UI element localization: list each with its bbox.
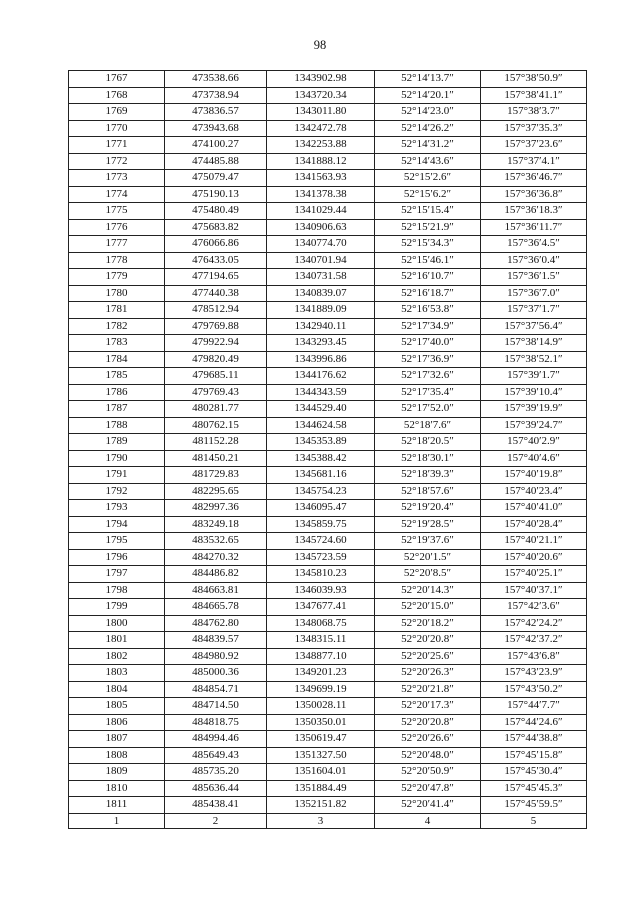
- y-coordinate-cell: 1350028.11: [267, 698, 375, 715]
- table-row: [69, 318, 587, 335]
- longitude-cell: 157°39′10.4″: [481, 384, 587, 401]
- longitude-cell: 157°42′37.2″: [481, 632, 587, 649]
- y-coordinate-cell: 1349699.19: [267, 681, 375, 698]
- point-number-cell: 1805: [69, 698, 165, 715]
- table-row: [69, 483, 587, 500]
- table-row: [69, 137, 587, 154]
- point-number-cell: 1796: [69, 549, 165, 566]
- latitude-cell: 52°20′14.3″: [375, 582, 481, 599]
- y-coordinate-cell: 1348315.11: [267, 632, 375, 649]
- y-coordinate-cell: 1348877.10: [267, 648, 375, 665]
- y-coordinate-cell: 1345754.23: [267, 483, 375, 500]
- table-body: [69, 71, 587, 829]
- table-row: [69, 797, 587, 814]
- latitude-cell: 52°16′53.8″: [375, 302, 481, 319]
- latitude-cell: 52°14′13.7″: [375, 71, 481, 88]
- point-number-cell: 1782: [69, 318, 165, 335]
- y-coordinate-cell: 1344343.59: [267, 384, 375, 401]
- latitude-cell: 52°20′50.9″: [375, 764, 481, 781]
- latitude-cell: 52°18′39.3″: [375, 467, 481, 484]
- longitude-cell: 157°40′19.8″: [481, 467, 587, 484]
- y-coordinate-cell: 1344624.58: [267, 417, 375, 434]
- latitude-cell: 52°17′35.4″: [375, 384, 481, 401]
- point-number-cell: 1785: [69, 368, 165, 385]
- y-coordinate-cell: 1340774.70: [267, 236, 375, 253]
- longitude-cell: 157°37′1.7″: [481, 302, 587, 319]
- table-row: [69, 599, 587, 616]
- x-coordinate-cell: 474100.27: [165, 137, 267, 154]
- longitude-cell: 157°40′20.6″: [481, 549, 587, 566]
- table-row: [69, 285, 587, 302]
- longitude-cell: 157°37′35.3″: [481, 120, 587, 137]
- x-coordinate-cell: 479769.43: [165, 384, 267, 401]
- latitude-cell: 52°14′43.6″: [375, 153, 481, 170]
- latitude-cell: 52°20′26.3″: [375, 665, 481, 682]
- x-coordinate-cell: 481152.28: [165, 434, 267, 451]
- latitude-cell: 52°20′8.5″: [375, 566, 481, 583]
- point-number-cell: 1790: [69, 450, 165, 467]
- y-coordinate-cell: 1351327.50: [267, 747, 375, 764]
- table-row: [69, 335, 587, 352]
- x-coordinate-cell: 484665.78: [165, 599, 267, 616]
- longitude-cell: 157°40′21.1″: [481, 533, 587, 550]
- latitude-cell: 52°15′34.3″: [375, 236, 481, 253]
- x-coordinate-cell: 474485.88: [165, 153, 267, 170]
- latitude-cell: 52°18′30.1″: [375, 450, 481, 467]
- latitude-cell: 52°18′57.6″: [375, 483, 481, 500]
- point-number-cell: 1789: [69, 434, 165, 451]
- table-row: [69, 269, 587, 286]
- point-number-cell: 1791: [69, 467, 165, 484]
- point-number-cell: 1793: [69, 500, 165, 517]
- point-number-cell: 1808: [69, 747, 165, 764]
- point-number-cell: 1803: [69, 665, 165, 682]
- y-coordinate-cell: 1343293.45: [267, 335, 375, 352]
- y-coordinate-cell: 1343720.34: [267, 87, 375, 104]
- y-coordinate-cell: 1340701.94: [267, 252, 375, 269]
- table-row: [69, 450, 587, 467]
- y-coordinate-cell: 1344529.40: [267, 401, 375, 418]
- longitude-cell: 157°36′36.8″: [481, 186, 587, 203]
- point-number-cell: 1802: [69, 648, 165, 665]
- point-number-cell: 1774: [69, 186, 165, 203]
- table-row: [69, 252, 587, 269]
- point-number-cell: 1792: [69, 483, 165, 500]
- x-coordinate-cell: 482997.36: [165, 500, 267, 517]
- longitude-cell: 157°37′56.4″: [481, 318, 587, 335]
- point-number-cell: 1767: [69, 71, 165, 88]
- y-coordinate-cell: 1347677.41: [267, 599, 375, 616]
- x-coordinate-cell: 481729.83: [165, 467, 267, 484]
- point-number-cell: 1787: [69, 401, 165, 418]
- y-coordinate-cell: 1345388.42: [267, 450, 375, 467]
- latitude-cell: 52°14′31.2″: [375, 137, 481, 154]
- x-coordinate-cell: 485649.43: [165, 747, 267, 764]
- table-row: [69, 764, 587, 781]
- table-row: [69, 236, 587, 253]
- x-coordinate-cell: 473943.68: [165, 120, 267, 137]
- longitude-cell: 157°45′45.3″: [481, 780, 587, 797]
- latitude-cell: 52°19′20.4″: [375, 500, 481, 517]
- table-row: [69, 219, 587, 236]
- table-row: [69, 87, 587, 104]
- y-coordinate-cell: 1341889.09: [267, 302, 375, 319]
- longitude-cell: 157°38′50.9″: [481, 71, 587, 88]
- latitude-cell: 52°17′32.6″: [375, 368, 481, 385]
- point-number-cell: 1780: [69, 285, 165, 302]
- point-number-cell: 1788: [69, 417, 165, 434]
- x-coordinate-cell: 479820.49: [165, 351, 267, 368]
- point-number-cell: 1778: [69, 252, 165, 269]
- table-row: [69, 615, 587, 632]
- latitude-cell: 52°17′40.0″: [375, 335, 481, 352]
- x-coordinate-cell: 473538.66: [165, 71, 267, 88]
- x-coordinate-cell: 485636.44: [165, 780, 267, 797]
- y-coordinate-cell: 1345810.23: [267, 566, 375, 583]
- x-coordinate-cell: 483249.18: [165, 516, 267, 533]
- point-number-cell: 1786: [69, 384, 165, 401]
- x-coordinate-cell: 484486.82: [165, 566, 267, 583]
- longitude-cell: 157°40′37.1″: [481, 582, 587, 599]
- x-coordinate-cell: 484663.81: [165, 582, 267, 599]
- x-coordinate-cell: 475683.82: [165, 219, 267, 236]
- longitude-cell: 157°42′3.6″: [481, 599, 587, 616]
- table-row: [69, 203, 587, 220]
- x-coordinate-cell: 481450.21: [165, 450, 267, 467]
- latitude-cell: 52°19′28.5″: [375, 516, 481, 533]
- longitude-cell: 157°44′38.8″: [481, 731, 587, 748]
- point-number-cell: 1804: [69, 681, 165, 698]
- longitude-cell: 157°43′50.2″: [481, 681, 587, 698]
- latitude-cell: 52°15′2.6″: [375, 170, 481, 187]
- latitude-cell: 52°15′21.9″: [375, 219, 481, 236]
- x-coordinate-cell: 475190.13: [165, 186, 267, 203]
- table-row: [69, 186, 587, 203]
- longitude-cell: 157°39′1.7″: [481, 368, 587, 385]
- point-number-cell: 1771: [69, 137, 165, 154]
- point-number-cell: 1799: [69, 599, 165, 616]
- point-number-cell: 1810: [69, 780, 165, 797]
- longitude-cell: 157°39′19.9″: [481, 401, 587, 418]
- table-row: [69, 516, 587, 533]
- table-row: [69, 384, 587, 401]
- latitude-cell: 52°20′25.6″: [375, 648, 481, 665]
- y-coordinate-cell: 1350619.47: [267, 731, 375, 748]
- y-coordinate-cell: 1348068.75: [267, 615, 375, 632]
- longitude-cell: 157°43′23.9″: [481, 665, 587, 682]
- longitude-cell: 157°40′23.4″: [481, 483, 587, 500]
- latitude-cell: 52°19′37.6″: [375, 533, 481, 550]
- x-coordinate-cell: 479685.11: [165, 368, 267, 385]
- longitude-cell: 157°42′24.2″: [481, 615, 587, 632]
- latitude-cell: 52°20′26.6″: [375, 731, 481, 748]
- point-number-cell: 1809: [69, 764, 165, 781]
- point-number-cell: 1775: [69, 203, 165, 220]
- x-coordinate-cell: 484839.57: [165, 632, 267, 649]
- longitude-cell: 157°36′7.0″: [481, 285, 587, 302]
- latitude-cell: 52°17′52.0″: [375, 401, 481, 418]
- column-number-row: [69, 813, 587, 828]
- x-coordinate-cell: 478512.94: [165, 302, 267, 319]
- y-coordinate-cell: 1345723.59: [267, 549, 375, 566]
- longitude-cell: 157°38′41.1″: [481, 87, 587, 104]
- y-coordinate-cell: 1345681.16: [267, 467, 375, 484]
- table-row: [69, 681, 587, 698]
- x-coordinate-cell: 484818.75: [165, 714, 267, 731]
- x-coordinate-cell: 473738.94: [165, 87, 267, 104]
- x-coordinate-cell: 485735.20: [165, 764, 267, 781]
- latitude-cell: 52°17′34.9″: [375, 318, 481, 335]
- x-coordinate-cell: 484762.80: [165, 615, 267, 632]
- longitude-cell: 157°40′41.0″: [481, 500, 587, 517]
- latitude-cell: 52°14′26.2″: [375, 120, 481, 137]
- table-row: [69, 467, 587, 484]
- longitude-cell: 157°44′7.7″: [481, 698, 587, 715]
- point-number-cell: 1806: [69, 714, 165, 731]
- latitude-cell: 52°20′20.8″: [375, 632, 481, 649]
- latitude-cell: 52°15′46.1″: [375, 252, 481, 269]
- longitude-cell: 157°40′28.4″: [481, 516, 587, 533]
- point-number-cell: 1769: [69, 104, 165, 121]
- y-coordinate-cell: 1342472.78: [267, 120, 375, 137]
- x-coordinate-cell: 476433.05: [165, 252, 267, 269]
- latitude-cell: 52°20′18.2″: [375, 615, 481, 632]
- table-row: [69, 120, 587, 137]
- y-coordinate-cell: 1341888.12: [267, 153, 375, 170]
- y-coordinate-cell: 1351884.49: [267, 780, 375, 797]
- y-coordinate-cell: 1341029.44: [267, 203, 375, 220]
- longitude-cell: 157°38′3.7″: [481, 104, 587, 121]
- x-coordinate-cell: 484714.50: [165, 698, 267, 715]
- column-number-cell: 4: [375, 813, 481, 828]
- y-coordinate-cell: 1346039.93: [267, 582, 375, 599]
- point-number-cell: 1779: [69, 269, 165, 286]
- longitude-cell: 157°36′4.5″: [481, 236, 587, 253]
- table-row: [69, 747, 587, 764]
- x-coordinate-cell: 482295.65: [165, 483, 267, 500]
- x-coordinate-cell: 476066.86: [165, 236, 267, 253]
- x-coordinate-cell: 477194.65: [165, 269, 267, 286]
- y-coordinate-cell: 1340839.07: [267, 285, 375, 302]
- x-coordinate-cell: 485438.41: [165, 797, 267, 814]
- table-row: [69, 351, 587, 368]
- longitude-cell: 157°38′14.9″: [481, 335, 587, 352]
- table-row: [69, 665, 587, 682]
- latitude-cell: 52°20′21.8″: [375, 681, 481, 698]
- table-row: [69, 401, 587, 418]
- x-coordinate-cell: 485000.36: [165, 665, 267, 682]
- x-coordinate-cell: 484854.71: [165, 681, 267, 698]
- point-number-cell: 1811: [69, 797, 165, 814]
- table-row: [69, 71, 587, 88]
- point-number-cell: 1772: [69, 153, 165, 170]
- latitude-cell: 52°14′20.1″: [375, 87, 481, 104]
- table-row: [69, 368, 587, 385]
- y-coordinate-cell: 1349201.23: [267, 665, 375, 682]
- latitude-cell: 52°16′18.7″: [375, 285, 481, 302]
- latitude-cell: 52°20′20.8″: [375, 714, 481, 731]
- y-coordinate-cell: 1351604.01: [267, 764, 375, 781]
- y-coordinate-cell: 1343996.86: [267, 351, 375, 368]
- y-coordinate-cell: 1342253.88: [267, 137, 375, 154]
- y-coordinate-cell: 1350350.01: [267, 714, 375, 731]
- y-coordinate-cell: 1345859.75: [267, 516, 375, 533]
- y-coordinate-cell: 1343902.98: [267, 71, 375, 88]
- x-coordinate-cell: 479769.88: [165, 318, 267, 335]
- latitude-cell: 52°15′6.2″: [375, 186, 481, 203]
- point-number-cell: 1770: [69, 120, 165, 137]
- x-coordinate-cell: 479922.94: [165, 335, 267, 352]
- table-row: [69, 698, 587, 715]
- table-row: [69, 648, 587, 665]
- table-row: [69, 417, 587, 434]
- table-row: [69, 780, 587, 797]
- point-number-cell: 1776: [69, 219, 165, 236]
- x-coordinate-cell: 480281.77: [165, 401, 267, 418]
- column-number-cell: 5: [481, 813, 587, 828]
- table-row: [69, 731, 587, 748]
- latitude-cell: 52°15′15.4″: [375, 203, 481, 220]
- latitude-cell: 52°14′23.0″: [375, 104, 481, 121]
- point-number-cell: 1795: [69, 533, 165, 550]
- longitude-cell: 157°45′15.8″: [481, 747, 587, 764]
- latitude-cell: 52°20′17.3″: [375, 698, 481, 715]
- longitude-cell: 157°45′59.5″: [481, 797, 587, 814]
- longitude-cell: 157°37′23.6″: [481, 137, 587, 154]
- table-row: [69, 566, 587, 583]
- point-number-cell: 1800: [69, 615, 165, 632]
- table-row: [69, 104, 587, 121]
- latitude-cell: 52°17′36.9″: [375, 351, 481, 368]
- table-row: [69, 582, 587, 599]
- table-row: [69, 500, 587, 517]
- longitude-cell: 157°36′18.3″: [481, 203, 587, 220]
- point-number-cell: 1784: [69, 351, 165, 368]
- longitude-cell: 157°44′24.6″: [481, 714, 587, 731]
- point-number-cell: 1773: [69, 170, 165, 187]
- point-number-cell: 1797: [69, 566, 165, 583]
- x-coordinate-cell: 477440.38: [165, 285, 267, 302]
- table-row: [69, 549, 587, 566]
- table-row: [69, 170, 587, 187]
- coordinates-table: [68, 70, 587, 829]
- longitude-cell: 157°43′6.8″: [481, 648, 587, 665]
- y-coordinate-cell: 1343011.80: [267, 104, 375, 121]
- longitude-cell: 157°36′46.7″: [481, 170, 587, 187]
- latitude-cell: 52°20′41.4″: [375, 797, 481, 814]
- y-coordinate-cell: 1340906.63: [267, 219, 375, 236]
- longitude-cell: 157°40′2.9″: [481, 434, 587, 451]
- table-row: [69, 714, 587, 731]
- longitude-cell: 157°37′4.1″: [481, 153, 587, 170]
- y-coordinate-cell: 1341563.93: [267, 170, 375, 187]
- longitude-cell: 157°39′24.7″: [481, 417, 587, 434]
- y-coordinate-cell: 1352151.82: [267, 797, 375, 814]
- longitude-cell: 157°40′25.1″: [481, 566, 587, 583]
- column-number-cell: 1: [69, 813, 165, 828]
- latitude-cell: 52°20′15.0″: [375, 599, 481, 616]
- latitude-cell: 52°20′1.5″: [375, 549, 481, 566]
- y-coordinate-cell: 1345724.60: [267, 533, 375, 550]
- y-coordinate-cell: 1342940.11: [267, 318, 375, 335]
- y-coordinate-cell: 1340731.58: [267, 269, 375, 286]
- latitude-cell: 52°20′47.8″: [375, 780, 481, 797]
- point-number-cell: 1777: [69, 236, 165, 253]
- point-number-cell: 1768: [69, 87, 165, 104]
- longitude-cell: 157°36′0.4″: [481, 252, 587, 269]
- x-coordinate-cell: 473836.57: [165, 104, 267, 121]
- longitude-cell: 157°40′4.6″: [481, 450, 587, 467]
- longitude-cell: 157°36′11.7″: [481, 219, 587, 236]
- x-coordinate-cell: 484994.46: [165, 731, 267, 748]
- point-number-cell: 1783: [69, 335, 165, 352]
- y-coordinate-cell: 1345353.89: [267, 434, 375, 451]
- latitude-cell: 52°18′20.5″: [375, 434, 481, 451]
- y-coordinate-cell: 1346095.47: [267, 500, 375, 517]
- table-row: [69, 533, 587, 550]
- page-number: 98: [313, 38, 327, 52]
- longitude-cell: 157°45′30.4″: [481, 764, 587, 781]
- latitude-cell: 52°20′48.0″: [375, 747, 481, 764]
- latitude-cell: 52°18′7.6″: [375, 417, 481, 434]
- point-number-cell: 1781: [69, 302, 165, 319]
- table-row: [69, 632, 587, 649]
- point-number-cell: 1801: [69, 632, 165, 649]
- point-number-cell: 1794: [69, 516, 165, 533]
- x-coordinate-cell: 484980.92: [165, 648, 267, 665]
- table-row: [69, 302, 587, 319]
- x-coordinate-cell: 480762.15: [165, 417, 267, 434]
- y-coordinate-cell: 1344176.62: [267, 368, 375, 385]
- y-coordinate-cell: 1341378.38: [267, 186, 375, 203]
- x-coordinate-cell: 483532.65: [165, 533, 267, 550]
- table-row: [69, 153, 587, 170]
- longitude-cell: 157°38′52.1″: [481, 351, 587, 368]
- column-number-cell: 3: [267, 813, 375, 828]
- latitude-cell: 52°16′10.7″: [375, 269, 481, 286]
- longitude-cell: 157°36′1.5″: [481, 269, 587, 286]
- x-coordinate-cell: 475480.49: [165, 203, 267, 220]
- x-coordinate-cell: 475079.47: [165, 170, 267, 187]
- column-number-cell: 2: [165, 813, 267, 828]
- point-number-cell: 1807: [69, 731, 165, 748]
- point-number-cell: 1798: [69, 582, 165, 599]
- x-coordinate-cell: 484270.32: [165, 549, 267, 566]
- table-row: [69, 434, 587, 451]
